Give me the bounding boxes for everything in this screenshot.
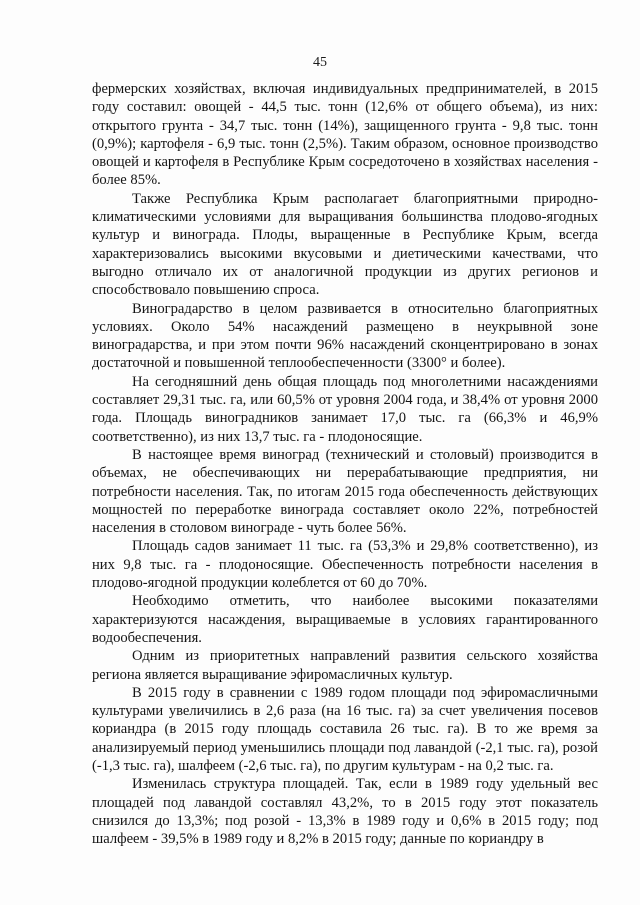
paragraph-perennial-plantings: На сегодняшний день общая площадь под многолетними насаждениями составляет 29,31 тыс. га, или 60,5% от уровня 2004 года, и 38,4% от уровня 2000 года. Площадь виноградников занимает 17,0 тыс. га (66,3% и 46,9% соответственно), из них 13,7 тыс. га - плодоносящие. xyxy=(92,373,598,445)
paragraph-essential-oil-priority: Одним из приоритетных направлений развития сельского хозяйства региона является выращивание эфиромасличных культур. xyxy=(92,648,598,683)
paragraph-essential-oil-areas: В 2015 году в сравнении с 1989 годом площади под эфиромасличными культурами увеличились в 2,6 раза (на 16 тыс. га) за счет увеличения посевов кориандра (в 2015 году площадь составила 26 тыс. га). В то же время за анализируемый период уменьшились площади под лавандой (-2,1 тыс. га), розой (-1,3 тыс. га), шалфеем (-2,6 тыс. га), по другим культурам - на 0,2 тыс. га. xyxy=(92,684,598,774)
paragraph-climatic-conditions: Также Республика Крым располагает благоприятными природно-климатическими условиями для выращивания большинства плодово-ягодных культур и винограда. Плоды, выращенные в Республике Крым, всегда характеризовались высокими вкусовыми и диетическими качествами, что выгодно отличало их от аналогичной продукции из других регионов и способствовало повышению спроса. xyxy=(92,190,598,299)
paragraph-grape-supply: В настоящее время виноград (технический и столовый) производится в объемах, не обеспечивающих ни перерабатывающие предприятия, ни потребности населения. Так, по итогам 2015 года обеспеченность действующих мощностей по переработке винограда составляет около 22%, потребностей населения в столовом винограде - чуть более 56%. xyxy=(92,446,598,537)
paragraph-area-structure: Изменилась структура площадей. Так, если в 1989 году удельный вес площадей под лавандой составлял 43,2%, то в 2015 году этот показатель снизился до 13,3%; под розой - 13,3% в 1989 году и 0,6% в 2015 году; под шалфеем - 39,5% в 1989 году и 8,2% в 2015 году; данные по кориандру в xyxy=(92,776,598,848)
paragraph-orchards: Площадь садов занимает 11 тыс. га (53,3% и 29,8% соответственно), из них 9,8 тыс. га - плодоносящие. Обеспеченность потребности населения в плодово-ягодной продукции колеблется от 60 до 70%. xyxy=(92,538,598,592)
paragraph-vegetable-production: фермерских хозяйствах, включая индивидуальных предпринимателей, в 2015 году составил: овощей - 44,5 тыс. тонн (12,6% от общего объема), из них: открытого грунта - 34,7 тыс. тонн (14%), защищенного грунта - 9,8 тыс. тонн (0,9%); картофеля - 6,9 тыс. тонн (2,5%). Таким образом, основное производство овощей и картофеля в Республике Крым сосредоточено в хозяйствах населения - более 85%. xyxy=(92,81,598,189)
paragraph-irrigated-plantings: Необходимо отметить, что наиболее высокими показателями характеризуются насаждения, выращиваемые в условиях гарантированного водообеспечения. xyxy=(92,593,598,646)
paragraph-viticulture-conditions: Виноградарство в целом развивается в относительно благоприятных условиях. Около 54% насаждений размещено в неукрывной зоне виноградарства, и при этом почти 96% насаждений сконцентрировано в зонах достаточной и повышенной теплообеспеченности (3300° и более). xyxy=(92,300,598,372)
page-number: 45 xyxy=(313,55,327,70)
text-body xyxy=(92,80,598,848)
